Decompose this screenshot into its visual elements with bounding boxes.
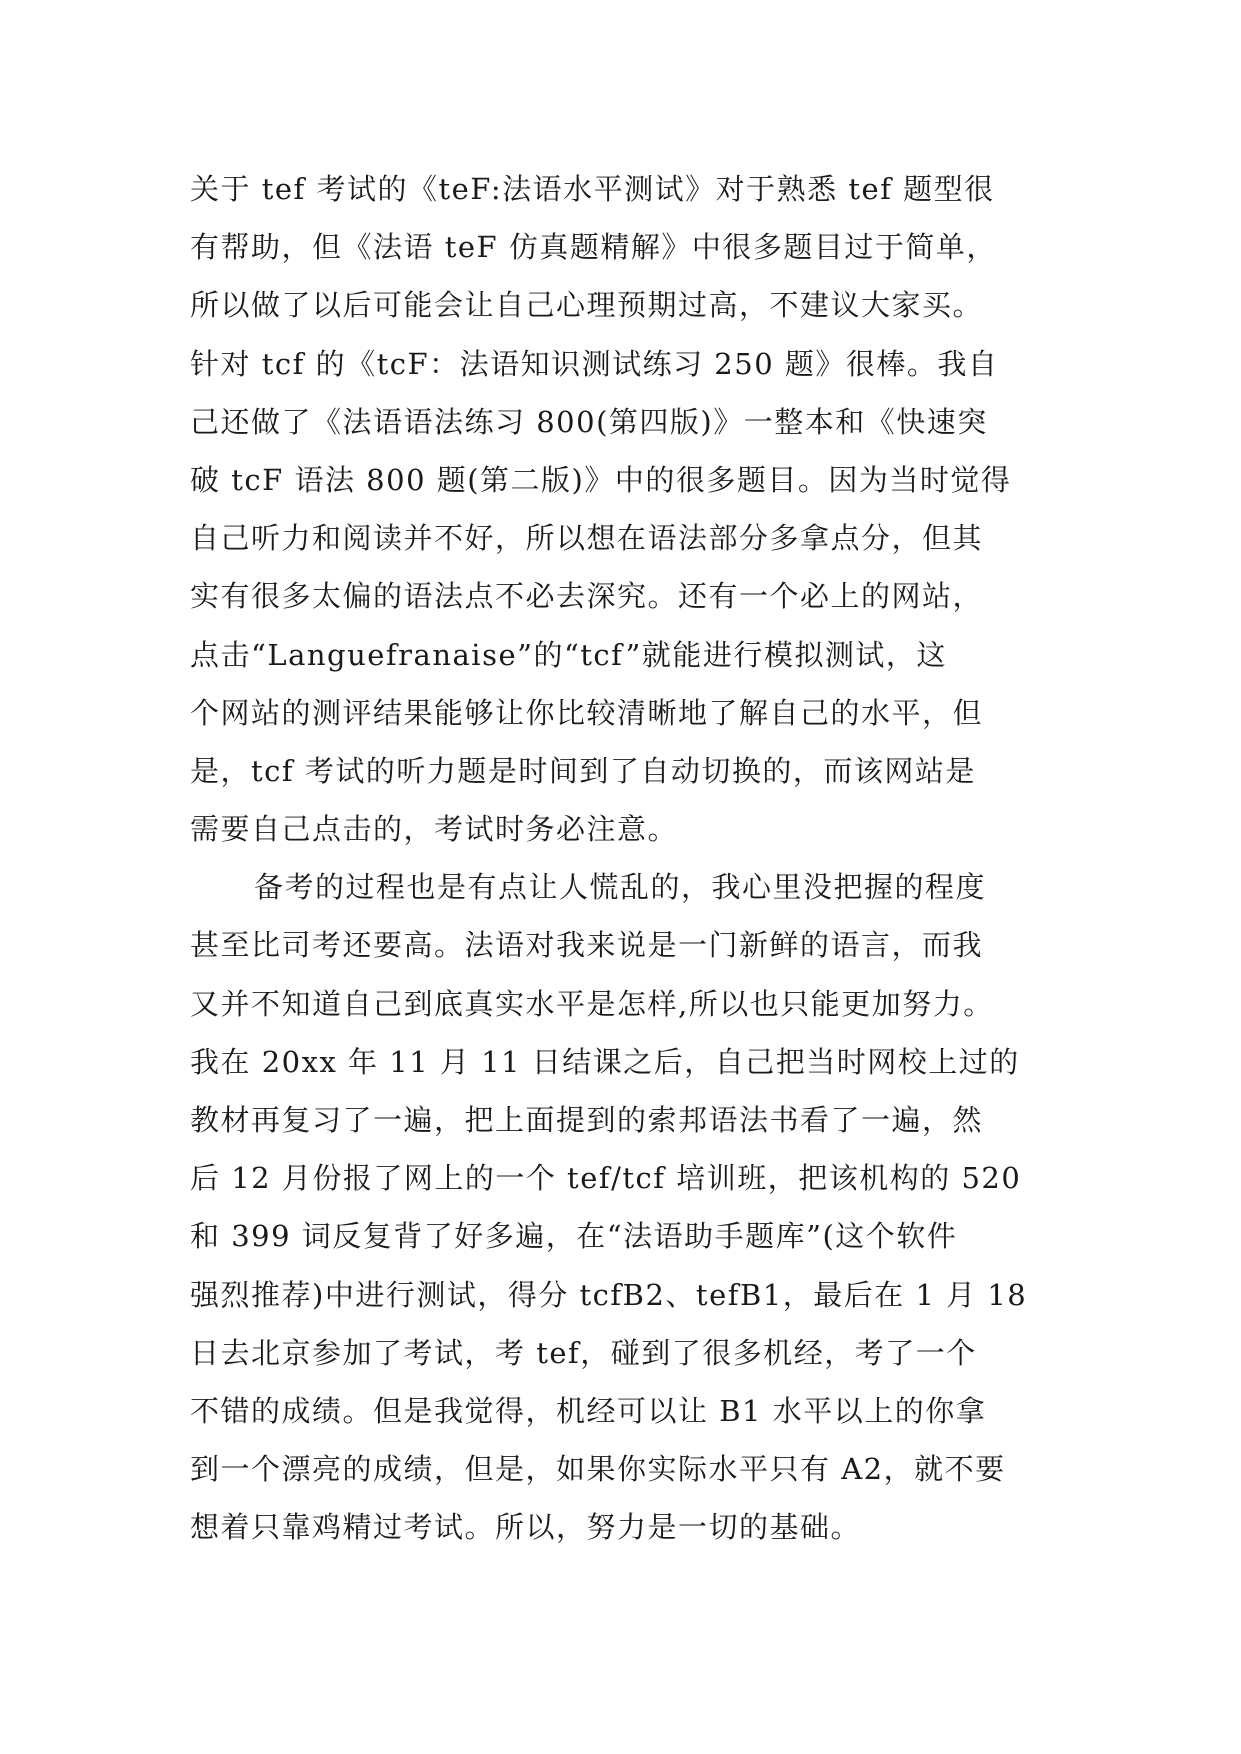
text-line: 实有很多太偏的语法点不必去深究。还有一个必上的网站， xyxy=(190,579,984,614)
text-line: 又并不知道自己到底真实水平是怎样,所以也只能更加努力。 xyxy=(190,986,994,1021)
text-line: 有帮助，但《法语 teF 仿真题精解》中很多题目过于简单， xyxy=(190,230,997,265)
text-line: 强烈推荐)中进行测试，得分 tcfB2、tefB1，最后在 1 月 18 xyxy=(190,1277,1028,1312)
text-line: 是，tcf 考试的听力题是时间到了自动切换的，而该网站是 xyxy=(190,753,976,788)
text-line: 日去北京参加了考试，考 tef，碰到了很多机经，考了一个 xyxy=(190,1335,977,1370)
body-text xyxy=(190,160,1070,1557)
text-line: 所以做了以后可能会让自己心理预期过高，不建议大家买。 xyxy=(190,288,984,323)
text-line: 想着只靠鸡精过考试。所以，努力是一切的基础。 xyxy=(190,1510,862,1545)
text-line: 和 399 词反复背了好多遍，在“法语助手题库”(这个软件 xyxy=(190,1219,958,1254)
text-line: 不错的成绩。但是我觉得，机经可以让 B1 水平以上的你拿 xyxy=(190,1393,987,1428)
text-line: 甚至比司考还要高。法语对我来说是一门新鲜的语言，而我 xyxy=(190,928,984,963)
text-line: 到一个漂亮的成绩，但是，如果你实际水平只有 A2，就不要 xyxy=(190,1452,1006,1487)
text-line: 己还做了《法语语法练习 800(第四版)》一整本和《快速突 xyxy=(190,404,988,439)
paragraph-start-line: 备考的过程也是有点让人慌乱的，我心里没把握的程度 xyxy=(254,870,987,905)
text-line: 针对 tcf 的《tcF：法语知识测试练习 250 题》很棒。我自 xyxy=(190,346,999,381)
text-line: 点击“Languefranaise”的“tcf”就能进行模拟测试，这 xyxy=(190,637,947,672)
text-line: 教材再复习了一遍，把上面提到的索邦语法书看了一遍，然 xyxy=(190,1103,984,1137)
text-line: 自己听力和阅读并不好，所以想在语法部分多拿点分，但其 xyxy=(190,521,984,556)
text-line: 后 12 月份报了网上的一个 tef/tcf 培训班，把该机构的 520 xyxy=(190,1161,1022,1196)
text-line: 破 tcF 语法 800 题(第二版)》中的很多题目。因为当时觉得 xyxy=(190,462,1012,497)
text-line: 个网站的测评结果能够让你比较清晰地了解自己的水平，但 xyxy=(190,695,984,730)
text-line: 需要自己点击的，考试时务必注意。 xyxy=(190,812,679,847)
text-line: 我在 20xx 年 11 月 11 日结课之后，自己把当时网校上过的 xyxy=(190,1044,1020,1079)
text-line: 关于 tef 考试的《teF:法语水平测试》对于熟悉 tef 题型很 xyxy=(190,172,995,206)
